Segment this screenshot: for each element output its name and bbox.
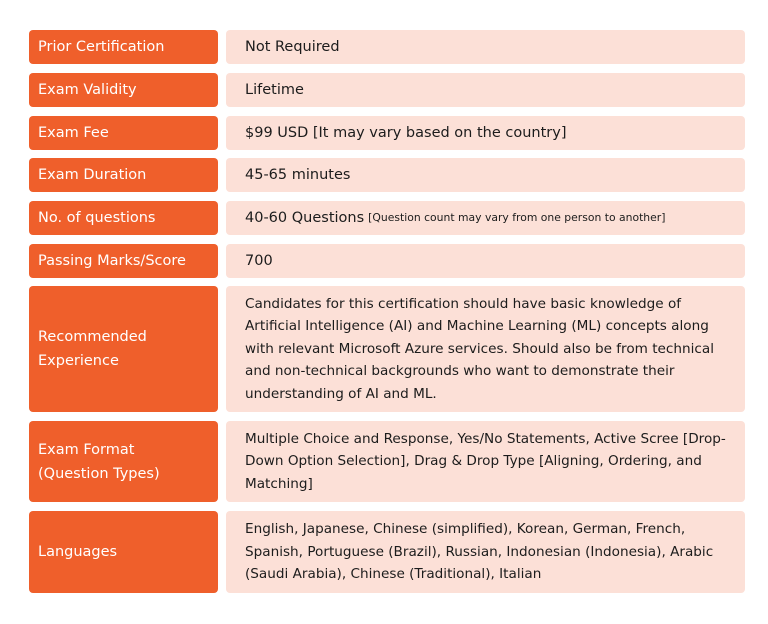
row-label: Recommended Experience bbox=[29, 286, 218, 412]
row-label: Exam Format (Question Types) bbox=[29, 421, 218, 502]
row-label: Exam Duration bbox=[29, 158, 218, 192]
row-num-questions bbox=[29, 201, 745, 235]
questions-count: 40-60 Questions bbox=[245, 210, 365, 226]
row-exam-format bbox=[29, 421, 745, 502]
row-value: 700 bbox=[226, 244, 745, 278]
row-passing-score bbox=[29, 244, 745, 278]
row-label: Exam Fee bbox=[29, 116, 218, 150]
row-prior-certification bbox=[29, 30, 745, 64]
row-languages bbox=[29, 511, 745, 593]
row-label: Exam Validity bbox=[29, 73, 218, 107]
row-label: Passing Marks/Score bbox=[29, 244, 218, 278]
row-exam-duration bbox=[29, 158, 745, 192]
row-value: 45-65 minutes bbox=[226, 158, 745, 192]
row-label: Prior Certification bbox=[29, 30, 218, 64]
row-value: English, Japanese, Chinese (simplified), Korean, German, French, Spanish, Portuguese (Brazil), Russian, Indonesian (Indonesia), Arabic (Saudi Arabia), Chinese (Traditional), Italian bbox=[226, 511, 745, 593]
row-value: Lifetime bbox=[226, 73, 745, 107]
row-value: Multiple Choice and Response, Yes/No Statements, Active Scree [Drop-Down Option Selection], Drag & Drop Type [Aligning, Ordering, and Matching] bbox=[226, 421, 745, 502]
row-value bbox=[226, 201, 745, 235]
row-value: Candidates for this certification should have basic knowledge of Artificial Intelligence (AI) and Machine Learning (ML) concepts along with relevant Microsoft Azure services. Should also be from technical and non-technical backgrounds who want to demonstrate their understanding of AI and ML. bbox=[226, 286, 745, 412]
row-label: Languages bbox=[29, 511, 218, 593]
row-recommended-experience bbox=[29, 286, 745, 412]
questions-note: [Question count may vary from one person to another] bbox=[368, 211, 666, 224]
row-value: Not Required bbox=[226, 30, 745, 64]
row-value: $99 USD [It may vary based on the country] bbox=[226, 116, 745, 150]
row-exam-fee bbox=[29, 116, 745, 150]
row-exam-validity bbox=[29, 73, 745, 107]
row-label: No. of questions bbox=[29, 201, 218, 235]
